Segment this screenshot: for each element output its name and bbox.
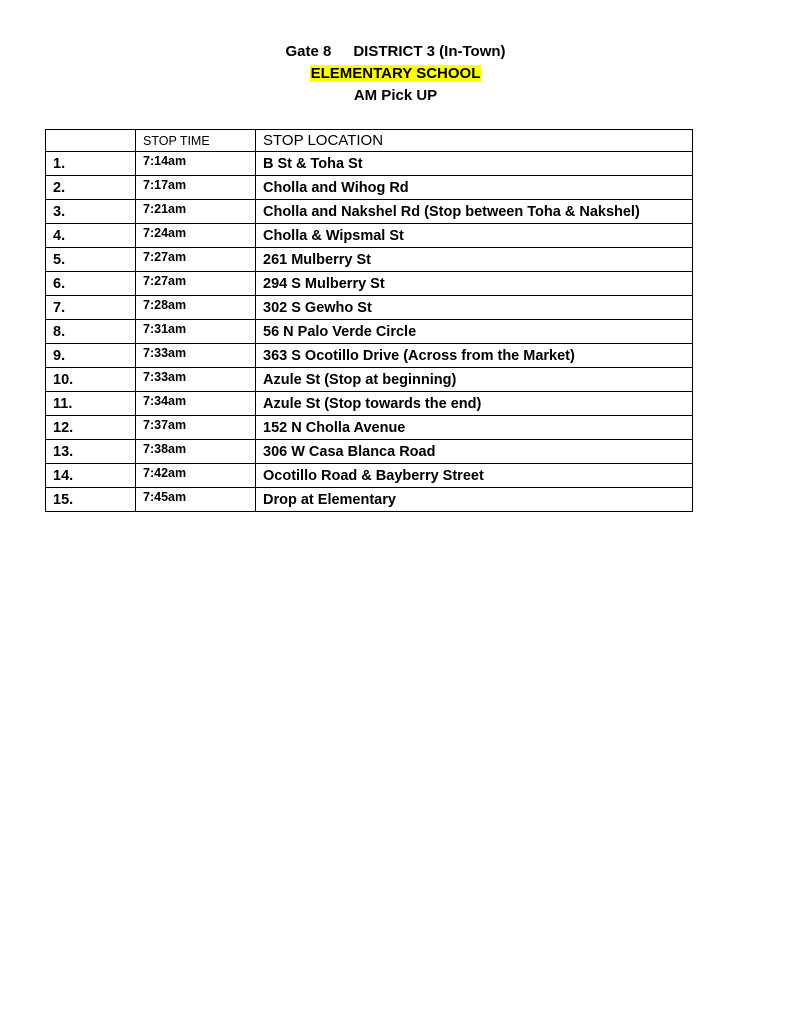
- table-row: [46, 272, 693, 296]
- stop-number: 15.: [46, 488, 136, 512]
- stop-number: 11.: [46, 392, 136, 416]
- table-row: [46, 200, 693, 224]
- stop-location: Azule St (Stop towards the end): [256, 392, 693, 416]
- table-row: [46, 248, 693, 272]
- stop-location: 294 S Mulberry St: [256, 272, 693, 296]
- stop-number: 4.: [46, 224, 136, 248]
- stop-location: 56 N Palo Verde Circle: [256, 320, 693, 344]
- stop-time: 7:14am: [136, 152, 256, 176]
- stop-time: 7:24am: [136, 224, 256, 248]
- table-row: [46, 224, 693, 248]
- stop-number: 14.: [46, 464, 136, 488]
- header-title-line: [0, 41, 791, 63]
- table-header-row: [46, 130, 693, 152]
- stop-location: Ocotillo Road & Bayberry Street: [256, 464, 693, 488]
- header-cell-stop-time: STOP TIME: [136, 130, 256, 152]
- stop-location: 363 S Ocotillo Drive (Across from the Market): [256, 344, 693, 368]
- school-line: [0, 63, 791, 85]
- session-line: [0, 85, 791, 107]
- stops-table-body: [46, 130, 693, 512]
- stop-time: 7:42am: [136, 464, 256, 488]
- stop-number: 6.: [46, 272, 136, 296]
- stop-location: Cholla & Wipsmal St: [256, 224, 693, 248]
- stop-time: 7:31am: [136, 320, 256, 344]
- stop-location: 152 N Cholla Avenue: [256, 416, 693, 440]
- stop-number: 1.: [46, 152, 136, 176]
- table-row: [46, 416, 693, 440]
- table-row: [46, 176, 693, 200]
- table-row: [46, 464, 693, 488]
- stop-location: 261 Mulberry St: [256, 248, 693, 272]
- stop-time: 7:38am: [136, 440, 256, 464]
- stop-time: 7:27am: [136, 248, 256, 272]
- header-cell-number: [46, 130, 136, 152]
- gate-label: Gate 8: [285, 43, 332, 60]
- table-row: [46, 440, 693, 464]
- stop-time: 7:45am: [136, 488, 256, 512]
- stop-time: 7:37am: [136, 416, 256, 440]
- stop-time: 7:33am: [136, 368, 256, 392]
- table-row: [46, 344, 693, 368]
- district-label: DISTRICT 3 (In-Town): [353, 43, 506, 60]
- stop-number: 3.: [46, 200, 136, 224]
- stop-location: Drop at Elementary: [256, 488, 693, 512]
- stop-number: 5.: [46, 248, 136, 272]
- school-name: ELEMENTARY SCHOOL: [310, 65, 481, 82]
- table-row: [46, 320, 693, 344]
- stop-location: 302 S Gewho St: [256, 296, 693, 320]
- stop-location: B St & Toha St: [256, 152, 693, 176]
- stop-time: 7:28am: [136, 296, 256, 320]
- stop-time: 7:33am: [136, 344, 256, 368]
- stop-time: 7:27am: [136, 272, 256, 296]
- stop-location: Cholla and Wihog Rd: [256, 176, 693, 200]
- table-row: [46, 368, 693, 392]
- table-row: [46, 152, 693, 176]
- stop-number: 2.: [46, 176, 136, 200]
- table-row: [46, 488, 693, 512]
- stop-number: 8.: [46, 320, 136, 344]
- stop-number: 9.: [46, 344, 136, 368]
- stop-location: Cholla and Nakshel Rd (Stop between Toha & Nakshel): [256, 200, 693, 224]
- stop-location: Azule St (Stop at beginning): [256, 368, 693, 392]
- table-row: [46, 296, 693, 320]
- header-cell-stop-location: STOP LOCATION: [256, 130, 693, 152]
- stop-time: 7:17am: [136, 176, 256, 200]
- stop-time: 7:21am: [136, 200, 256, 224]
- stop-number: 13.: [46, 440, 136, 464]
- stop-number: 7.: [46, 296, 136, 320]
- stop-number: 10.: [46, 368, 136, 392]
- stop-location: 306 W Casa Blanca Road: [256, 440, 693, 464]
- stop-number: 12.: [46, 416, 136, 440]
- stops-table: [45, 129, 693, 512]
- page-header: [0, 41, 791, 107]
- session-label: AM Pick UP: [353, 87, 438, 104]
- stop-time: 7:34am: [136, 392, 256, 416]
- table-row: [46, 392, 693, 416]
